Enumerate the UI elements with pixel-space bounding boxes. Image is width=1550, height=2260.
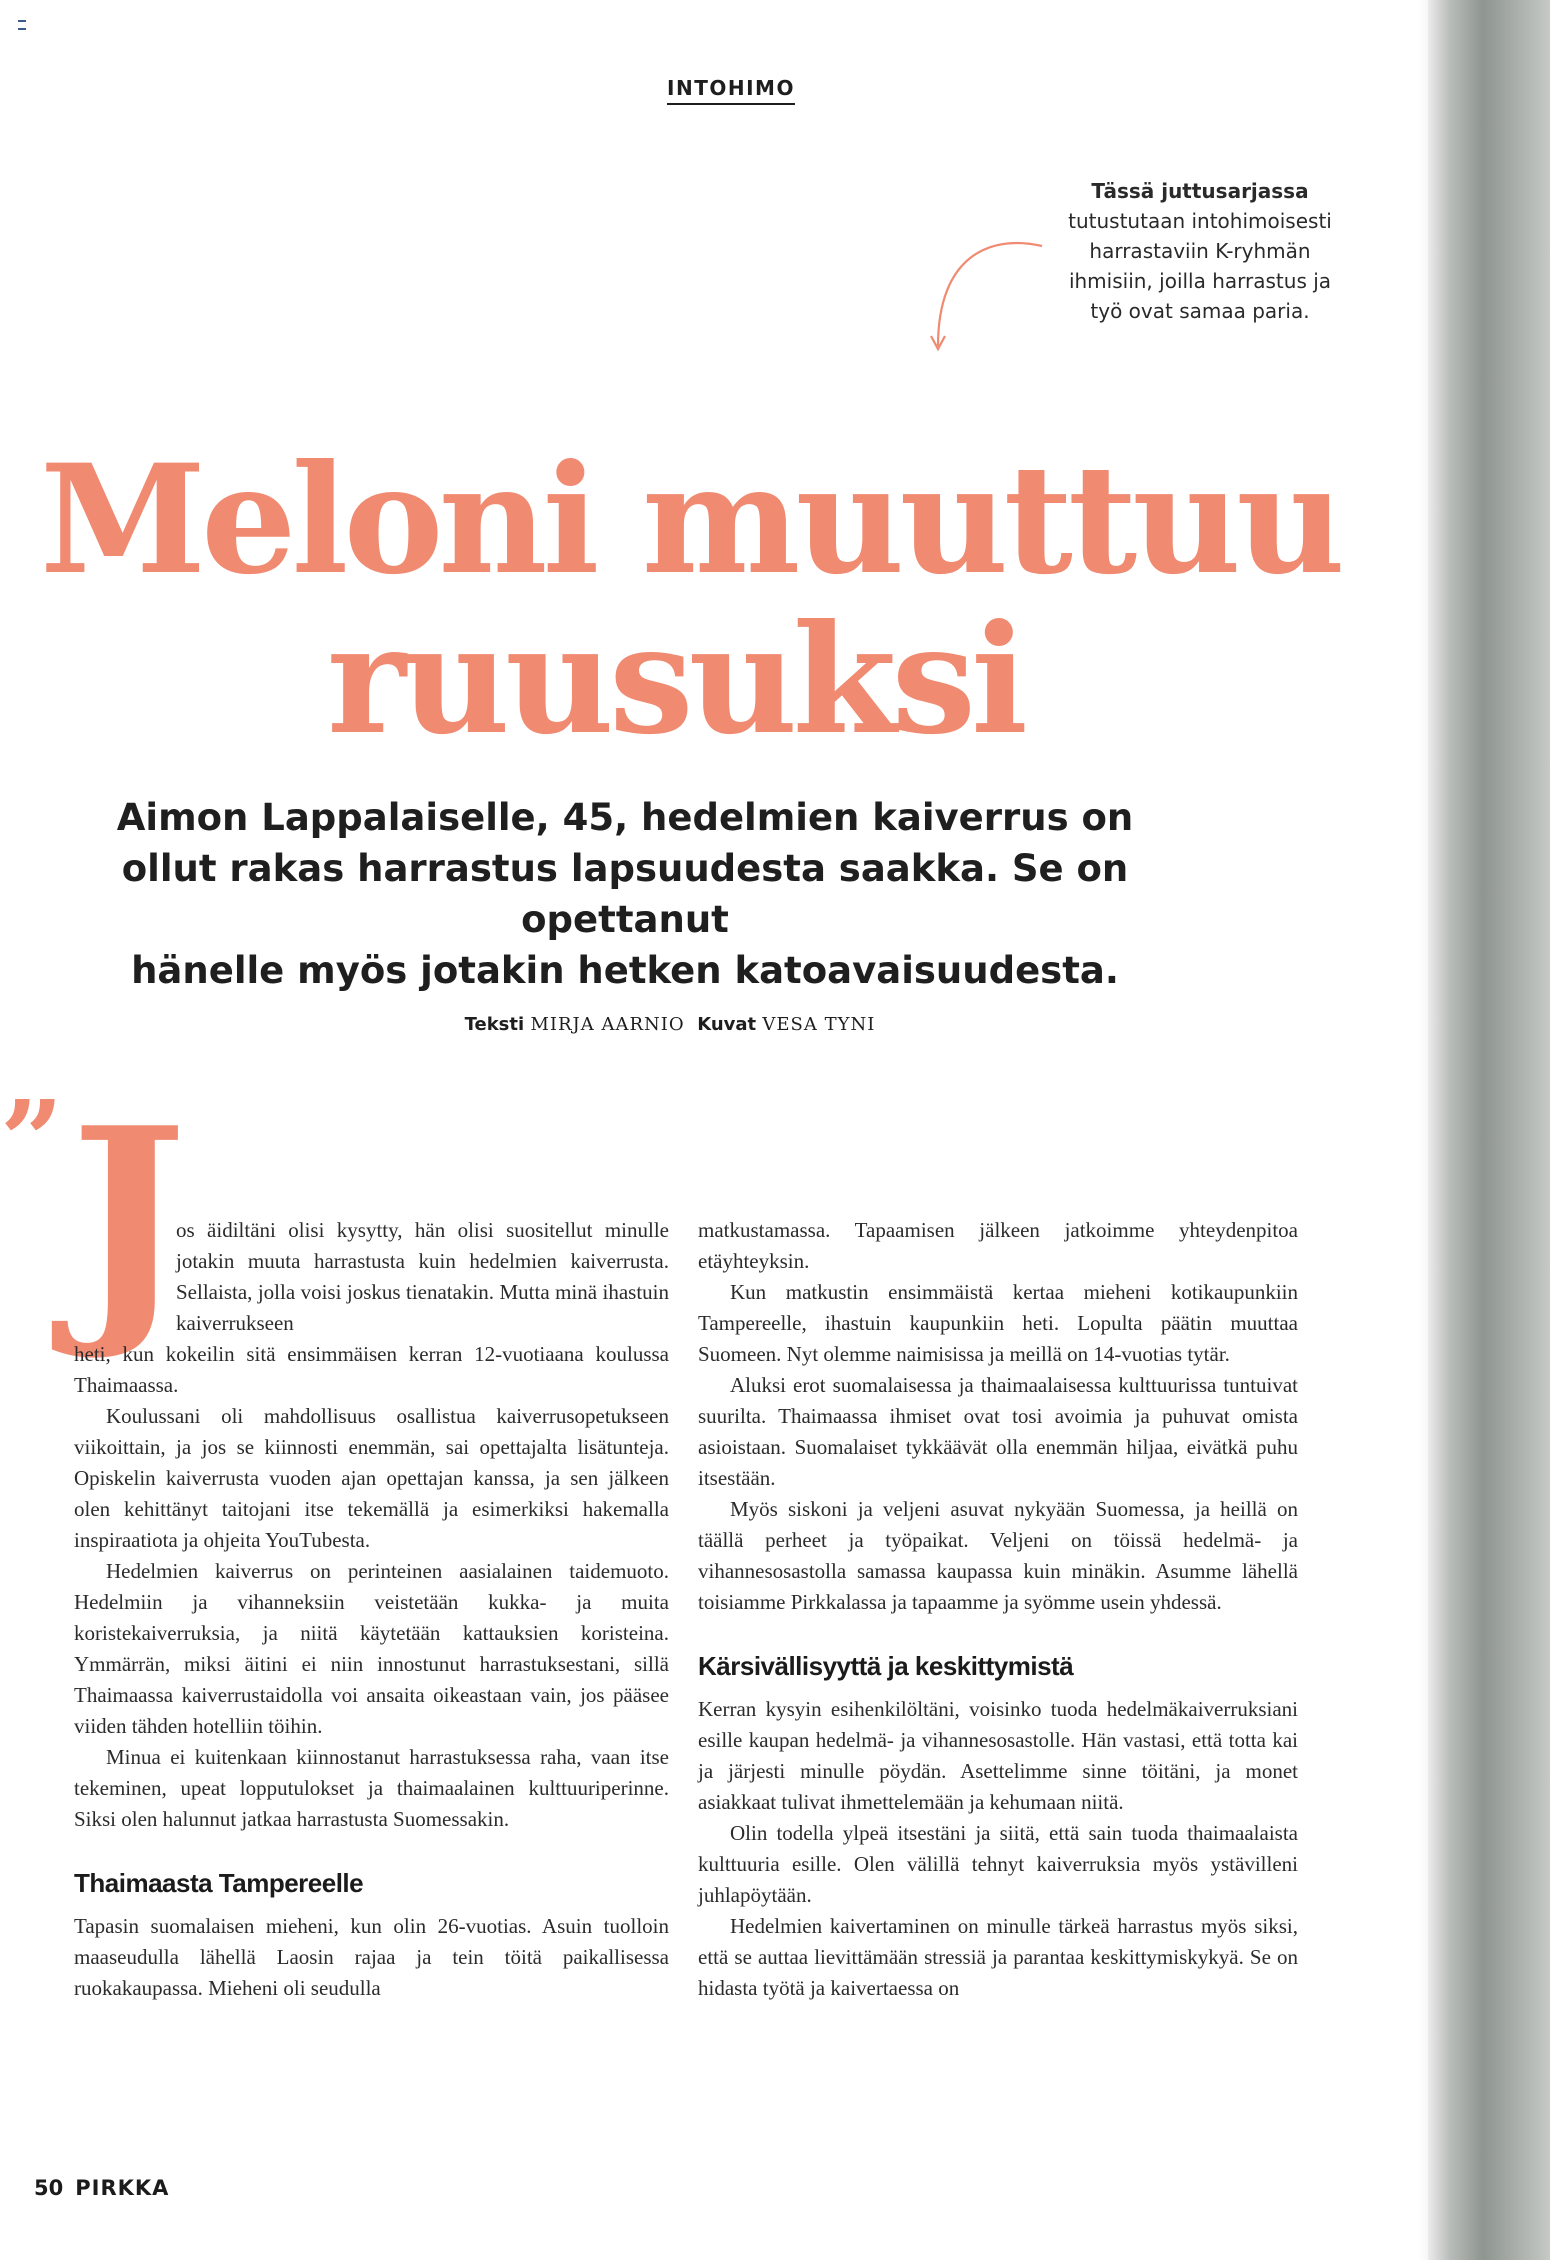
article-paragraph: Kerran kysyin esihenkilöltäni, voisinko tuoda hedelmäkaiverruksiani esille kaupan hedelmä- ja vihannesosastolle. Hän vastasi, että totta kai ja järjesti minulle pöydän. Asettelimme sinne töitäni, ja monet asiakkaat tulivat ihmettelemään ja kehumaan niitä. — [698, 1697, 1298, 1814]
quote-mark: ” — [0, 1076, 64, 1205]
article-paragraph: Tapasin suomalaisen mieheni, kun olin 26-vuotias. Asuin tuolloin maaseudulla lähellä Laosin rajaa ja tein töitä paikallisessa ruokakaupassa. Mieheni oli seudulla — [74, 1914, 669, 2000]
article-paragraph: Hedelmien kaiverrus on perinteinen aasialainen taidemuoto. Hedelmiin ja vihanneksiin veistetään kukka- ja muita koristekaiverruksia, ja niitä käytetään kattauksien koristeina. Ymmärrän, miksi äitini ei niin innostunut harrastuksestani, sillä Thaimaassa kaiverrustaidolla voi ansaita oikeastaan vain, jos pääsee viiden tähden hotelliin töihin. — [74, 1559, 669, 1738]
article-paragraph: matkustamassa. Tapaamisen jälkeen jatkoimme yhteydenpitoa etäyhteyksin. — [698, 1218, 1298, 1273]
byline-photo-label: Kuvat — [697, 1014, 757, 1035]
byline — [0, 1014, 1340, 1035]
series-intro — [1040, 176, 1360, 326]
headline-line: ruusuksi — [326, 592, 1023, 768]
series-intro-line: ihmisiin, joilla harrastus ja — [1068, 269, 1332, 293]
article-column-left — [74, 1215, 669, 2004]
article-paragraph: Hedelmien kaivertaminen on minulle tärkeä harrastus myös siksi, että se auttaa lievittämään stressiä ja parantaa keskittymiskykyä. Se on hidasta työtä ja kaivertaessa on — [698, 1914, 1298, 2000]
byline-text-label: Teksti — [464, 1014, 525, 1035]
article-paragraph: Minua ei kuitenkaan kiinnostanut harrastuksessa raha, vaan itse tekeminen, upeat lopputulokset ja thaimaalainen kulttuuriperinne. Siksi olen halunnut jatkaa harrastusta Suomessakin. — [74, 1745, 669, 1831]
byline-photographer: VESA TYNI — [762, 1014, 876, 1035]
article-paragraph: Aluksi erot suomalaisessa ja thaimaalaisessa kulttuurissa tuntuivat suurilta. Thaimaassa ihmiset ovat tosi avoimia ja puhuvat omista asioistaan. Suomalaiset tykkäävät olla enemmän hiljaa, eivätkä puhu itsestään. — [698, 1373, 1298, 1490]
page-number: 50 — [34, 2176, 64, 2200]
article-paragraph: Olin todella ylpeä itsestäni ja siitä, että sain tuoda thaimaalaista kulttuuria esille. Olen välillä tehnyt kaiverruksia myös ystävilleni juhlapöytään. — [698, 1821, 1298, 1907]
drop-cap: J — [70, 1074, 188, 1365]
series-intro-line: tutustutaan intohimoisesti — [1068, 209, 1332, 233]
subheading: Thaimaasta Tampereelle — [74, 1868, 364, 1898]
page-footer — [34, 2176, 169, 2200]
lead-line: Aimon Lappalaiselle, 45, hedelmien kaiverrus on — [116, 796, 1134, 839]
curved-arrow-icon — [920, 236, 1050, 356]
series-intro-line: työ ovat samaa paria. — [1090, 299, 1310, 323]
article-paragraph: Kun matkustin ensimmäistä kertaa mieheni kotikaupunkiin Tampereelle, ihastuin kaupunkiin heti. Lopulta päätin muuttaa Suomeen. Nyt olemme naimisissa ja meillä on 14-vuotias tytär. — [698, 1280, 1298, 1366]
section-label-text: INTOHIMO — [667, 76, 795, 105]
headline — [40, 432, 1341, 768]
section-label — [0, 76, 1462, 100]
lead-paragraph — [100, 792, 1150, 996]
subheading: Kärsivällisyyttä ja keskittymistä — [698, 1651, 1074, 1681]
lead-line: hänelle myös jotakin hetken katoavaisuudesta. — [131, 949, 1119, 992]
article-paragraph: heti, kun kokeilin sitä ensimmäisen kerran 12-vuotiaana koulussa Thaimaassa. — [74, 1342, 669, 1397]
series-intro-heading: Tässä juttusarjassa — [1091, 179, 1309, 203]
adjacent-page-edge — [1428, 0, 1550, 2260]
article-paragraph: Koulussani oli mahdollisuus osallistua kaiverrusopetukseen viikoittain, ja jos se kiinnosti enemmän, sai opettajalta lisätunteja. Opiskelin kaiverrusta vuoden ajan opettajan kanssa, ja sen jälkeen olen kehittänyt taitojani itse tekemällä ja esimerkiksi hakemalla inspiraatiota ja ohjeita YouTubesta. — [74, 1404, 669, 1552]
article-column-right — [698, 1215, 1298, 2004]
lead-line: ollut rakas harrastus lapsuudesta saakka. Se on opettanut — [121, 847, 1129, 941]
byline-author: MIRJA AARNIO — [530, 1014, 685, 1035]
article-paragraph: os äidiltäni olisi kysytty, hän olisi suositellut minulle jotakin muuta harrastusta kuin hedelmien kaiverrusta. Sellaista, jolla voisi joskus tienatakin. Mutta minä ihastuin kaiverrukseen — [176, 1218, 669, 1335]
article-paragraph: Myös siskoni ja veljeni asuvat nykyään Suomessa, ja heillä on täällä perheet ja työpaikat. Veljeni on töissä hedelmä- ja vihannesosastolla samassa kaupassa kuin minäkin. Asumme lähellä toisiamme Pirkkalassa ja tapaamme ja syömme usein yhdessä. — [698, 1497, 1298, 1614]
publication-name: PIRKKA — [75, 2176, 170, 2200]
menu-icon — [18, 20, 26, 30]
headline-line: Meloni muuttuu — [40, 432, 1341, 608]
series-intro-line: harrastaviin K-ryhmän — [1089, 239, 1311, 263]
